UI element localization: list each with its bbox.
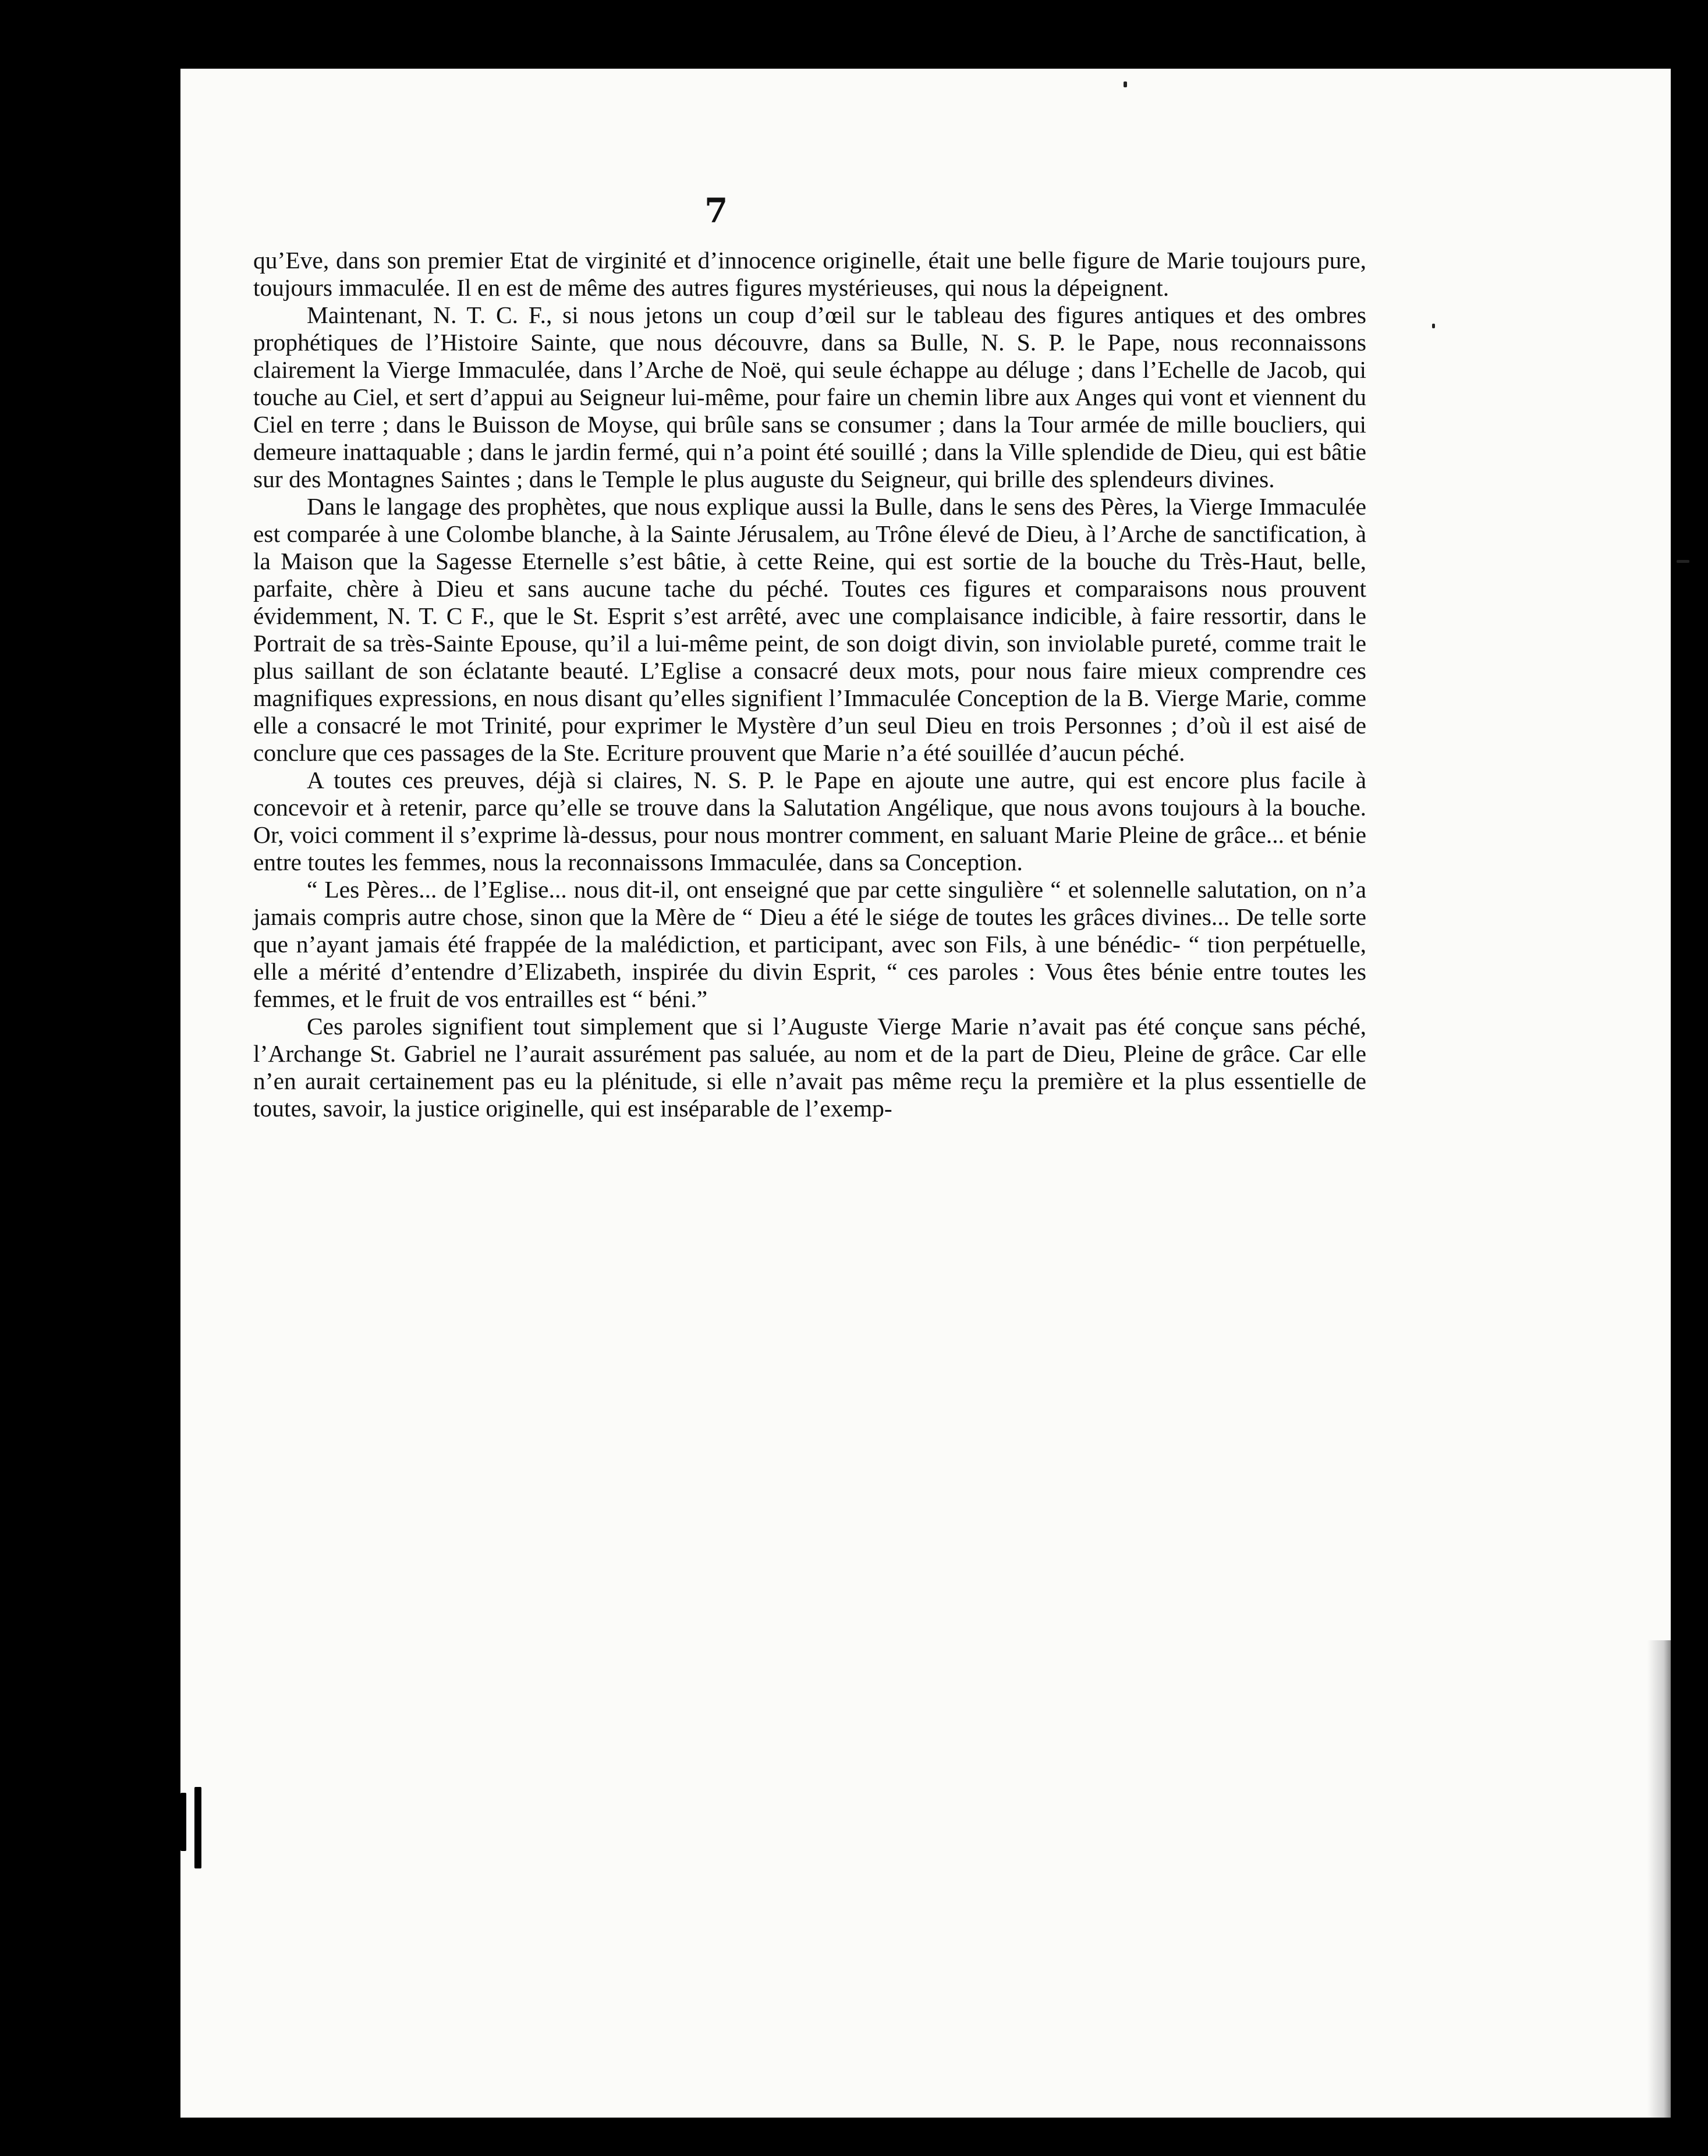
scan-speck <box>1432 324 1435 328</box>
body-text <box>253 247 1366 1122</box>
scan-speck <box>1124 81 1127 87</box>
paragraph-3: Dans le langage des prophètes, que nous explique aussi la Bulle, dans le sens des Pères, la Vierge Immaculée est comparée à une Colombe blanche, à la Sainte Jérusalem, au Trône élevé de Dieu, à l’Arche de sanctification, à la Maison que la Sagesse Eternelle s’est bâtie, à cette Reine, qui est sortie de la bouche du Très-Haut, belle, parfaite, chère à Dieu et sans aucune tache du péché. Toutes ces figures et comparaisons nous prouvent évidemment, N. T. C F., que le St. Esprit s’est arrêté, avec une complaisance indicible, à faire ressortir, dans le Portrait de sa très-Sainte Epouse, qu’il a lui-même peint, de son doigt divin, son inviolable pureté, comme trait le plus saillant de son éclatante beauté. L’Eglise a consacré deux mots, pour nous faire mieux comprendre ces magnifiques expressions, en nous disant qu’elles signifient l’Immaculée Conception de la B. Vierge Marie, comme elle a consacré le mot Trinité, pour exprimer le Mystère d’un seul Dieu en trois Personnes ; d’où il est aisé de conclure que ces passages de la Ste. Ecriture prouvent que Marie n’a été souillée d’aucun péché. <box>253 493 1366 766</box>
scan-speck <box>1677 560 1689 563</box>
paragraph-1: qu’Eve, dans son premier Etat de virginité et d’innocence originelle, était une belle figure de Marie toujours pure, toujours immaculée. Il en est de même des autres figures mystérieuses, qui nous la dépeignent. <box>253 247 1366 301</box>
paragraph-6: Ces paroles signifient tout simplement que si l’Auguste Vierge Marie n’avait pas été conçue sans péché, l’Archange St. Gabriel ne l’aurait assurément pas saluée, au nom et de la part de Dieu, Pleine de grâce. Car elle n’en aurait certainement pas eu la plénitude, si elle n’avait pas même reçu la première et la plus essentielle de toutes, savoir, la justice originelle, qui est inséparable de l’exemp- <box>253 1013 1366 1122</box>
scan-speck <box>180 1793 186 1851</box>
page-edge-shadow <box>1647 1640 1671 2118</box>
page-number: 7 <box>704 191 728 231</box>
scan-speck <box>194 1787 201 1868</box>
paragraph-2: Maintenant, N. T. C. F., si nous jetons un coup d’œil sur le tableau des figures antiques et des ombres prophétiques de l’Histoire Sainte, que nous découvre, dans sa Bulle, N. S. P. le Pape, nous reconnaissons clairement la Vierge Immaculée, dans l’Arche de Noë, qui seule échappe au déluge ; dans l’Echelle de Jacob, qui touche au Ciel, et sert d’appui au Seigneur lui-même, pour faire un chemin libre aux Anges qui vont et viennent du Ciel en terre ; dans le Buisson de Moyse, qui brûle sans se consumer ; dans la Tour armée de mille boucliers, qui demeure inattaquable ; dans le jardin fermé, qui n’a point été souillé ; dans la Ville splendide de Dieu, qui est bâtie sur des Montagnes Saintes ; dans le Temple le plus auguste du Seigneur, qui brille des splendeurs divines. <box>253 302 1366 492</box>
paragraph-4: A toutes ces preuves, déjà si claires, N. S. P. le Pape en ajoute une autre, qui est encore plus facile à concevoir et à retenir, parce qu’elle se trouve dans la Salutation Angélique, que nous avons toujours à la bouche. Or, voici comment il s’exprime là-dessus, pour nous montrer comment, en saluant Marie Pleine de grâce... et bénie entre toutes les femmes, nous la reconnaissons Immaculée, dans sa Conception. <box>253 767 1366 875</box>
paragraph-quote: “ Les Pères... de l’Eglise... nous dit-il, ont enseigné que par cette singulière “ et solennelle salutation, on n’a jamais compris autre chose, sinon que la Mère de “ Dieu a été le siége de toutes les grâces divines... De telle sorte que n’ayant jamais été frappée de la malédiction, et participant, avec son Fils, à une bénédic- “ tion perpétuelle, elle a mérité d’entendre d’Elizabeth, inspirée du divin Esprit, “ ces paroles : Vous êtes bénie entre toutes les femmes, et le fruit de vos entrailles est “ béni.” <box>253 876 1366 1012</box>
